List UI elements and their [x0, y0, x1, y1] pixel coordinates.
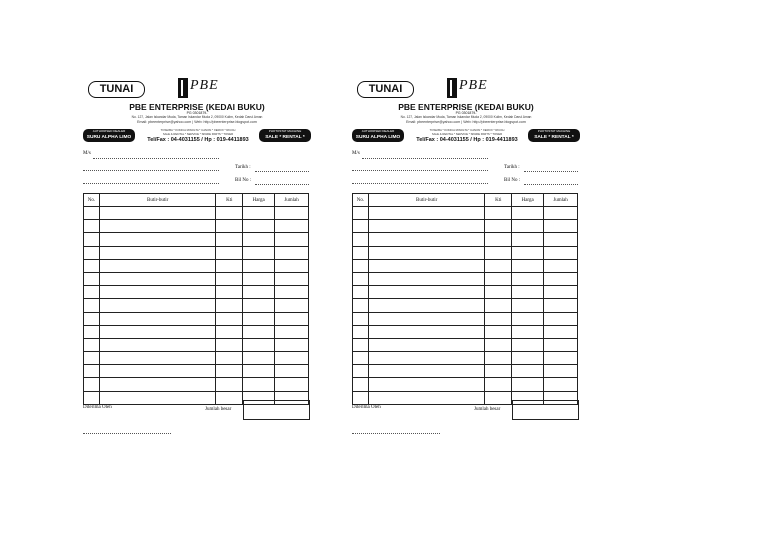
table-cell[interactable]: [216, 365, 243, 378]
table-cell[interactable]: [243, 286, 275, 299]
table-cell[interactable]: [353, 378, 369, 391]
telephone: Tel/Fax : 04-4031155 / Hp : 019-4411893: [147, 137, 249, 143]
table-cell[interactable]: [243, 312, 275, 325]
table-cell[interactable]: [353, 312, 369, 325]
table-cell[interactable]: [216, 325, 243, 338]
photostat-badge-caption: PHOTOSTAT MACHINE: [537, 129, 571, 133]
table-cell[interactable]: [544, 299, 578, 312]
table-cell[interactable]: [84, 338, 100, 351]
table-cell[interactable]: [353, 259, 369, 272]
table-row: [353, 325, 578, 338]
table-cell[interactable]: [485, 325, 512, 338]
brands-line-2: SALE & RENTAL * SERVICE * SPARE PARTS * TONER: [162, 131, 234, 136]
table-cell[interactable]: [275, 352, 309, 365]
table-cell[interactable]: [216, 233, 243, 246]
table-cell[interactable]: [544, 378, 578, 391]
table-cell[interactable]: [84, 259, 100, 272]
table-row: [84, 259, 309, 272]
table-cell[interactable]: [99, 272, 215, 285]
table-cell[interactable]: [485, 338, 512, 351]
table-row: [353, 338, 578, 351]
table-row: [84, 272, 309, 285]
table-cell[interactable]: [275, 246, 309, 259]
table-cell[interactable]: [512, 286, 544, 299]
table-cell[interactable]: [84, 352, 100, 365]
table-cell[interactable]: [275, 272, 309, 285]
table-cell[interactable]: [485, 272, 512, 285]
table-row: [84, 325, 309, 338]
table-cell[interactable]: [84, 233, 100, 246]
table-cell[interactable]: [275, 312, 309, 325]
table-row: [84, 220, 309, 233]
table-cell[interactable]: [99, 325, 215, 338]
bil-line: [255, 184, 309, 185]
table-row: [84, 378, 309, 391]
tunai-label: TUNAI: [357, 81, 414, 98]
ms-line-3: [352, 183, 488, 184]
table-cell[interactable]: [485, 207, 512, 220]
table-header: [84, 194, 309, 207]
company-email: Email: pbeenterprise@yahoo.com | Web: http://pbeenterprise.blogspot.com: [137, 120, 257, 124]
table-cell[interactable]: [243, 207, 275, 220]
logo-text: PBE: [459, 78, 488, 93]
table-row: [353, 352, 578, 365]
table-row: [353, 207, 578, 220]
dealer-badge: [83, 129, 135, 142]
table-cell[interactable]: [353, 286, 369, 299]
table-cell[interactable]: [216, 338, 243, 351]
company-email: Email: pbeenterprise@yahoo.com | Web: http://pbeenterprise.blogspot.com: [406, 120, 526, 124]
registration-number: PG 0301879-: [455, 111, 477, 115]
table-cell[interactable]: [99, 378, 215, 391]
table-cell[interactable]: [99, 365, 215, 378]
col-no: No.: [84, 194, 100, 207]
table-cell[interactable]: [275, 299, 309, 312]
table-cell[interactable]: [84, 378, 100, 391]
photostat-badge-text: SALE * RENTAL * SERVICE: [265, 135, 305, 147]
table-cell[interactable]: [512, 338, 544, 351]
table-cell[interactable]: [485, 352, 512, 365]
table-cell[interactable]: [243, 299, 275, 312]
brands-line-1: TOSHIBA * KONICA MINOLTA * CANON * XEROX * RICOH: [429, 128, 505, 132]
bil-line: [524, 184, 578, 185]
table-cell[interactable]: [485, 299, 512, 312]
table-cell[interactable]: [544, 259, 578, 272]
table-cell[interactable]: [368, 391, 484, 404]
telephone: Tel/Fax : 04-4031155 / Hp : 019-4411893: [416, 137, 518, 143]
table-cell[interactable]: [99, 220, 215, 233]
table-cell[interactable]: [275, 325, 309, 338]
table-cell[interactable]: [275, 378, 309, 391]
tarikh-label: Tarikh :: [504, 165, 520, 170]
photostat-badge: [528, 129, 580, 147]
table-cell[interactable]: [216, 207, 243, 220]
table-cell[interactable]: [353, 352, 369, 365]
table-cell[interactable]: [512, 233, 544, 246]
table-cell[interactable]: [512, 220, 544, 233]
table-cell[interactable]: [243, 220, 275, 233]
table-cell[interactable]: [544, 338, 578, 351]
table-cell[interactable]: [99, 352, 215, 365]
table-row: [84, 352, 309, 365]
table-cell[interactable]: [512, 325, 544, 338]
receipt-right: [352, 78, 580, 438]
brands-line-1: TOSHIBA * KONICA MINOLTA * CANON * XEROX * RICOH: [160, 128, 236, 132]
table-cell[interactable]: [512, 272, 544, 285]
photostat-badge-caption: PHOTOSTAT MACHINE: [268, 129, 302, 133]
table-cell[interactable]: [485, 365, 512, 378]
table-body: [353, 207, 578, 405]
table-cell[interactable]: [368, 365, 484, 378]
table-cell[interactable]: [368, 338, 484, 351]
col-jumlah: Jumlah: [275, 194, 309, 207]
dealer-badge-text: SURU ALPHA LIMO: [86, 135, 132, 140]
table-cell[interactable]: [275, 220, 309, 233]
table-cell[interactable]: [243, 259, 275, 272]
table-cell[interactable]: [368, 246, 484, 259]
ms-line: [93, 158, 219, 159]
tarikh-line: [524, 171, 578, 172]
table-cell[interactable]: [512, 259, 544, 272]
table-cell[interactable]: [368, 259, 484, 272]
table-cell[interactable]: [544, 207, 578, 220]
table-cell[interactable]: [485, 246, 512, 259]
items-table: [352, 193, 578, 405]
table-cell[interactable]: [99, 391, 215, 404]
table-cell[interactable]: [275, 286, 309, 299]
table-cell[interactable]: [216, 378, 243, 391]
table-row: [84, 312, 309, 325]
ms-line: [362, 158, 488, 159]
table-row: [353, 299, 578, 312]
table-row: [84, 246, 309, 259]
table-header: [353, 194, 578, 207]
table-cell[interactable]: [99, 246, 215, 259]
table-cell[interactable]: [275, 207, 309, 220]
photostat-badge-text: SALE * RENTAL * SERVICE: [534, 135, 574, 147]
table-row: [84, 338, 309, 351]
brands-line-2: SALE & RENTAL * SERVICE * SPARE PARTS * TONER: [431, 131, 503, 136]
table-cell[interactable]: [485, 259, 512, 272]
table-cell[interactable]: [353, 207, 369, 220]
table-cell[interactable]: [544, 352, 578, 365]
tarikh-label: Tarikh :: [235, 165, 251, 170]
table-cell[interactable]: [275, 233, 309, 246]
table-row: [353, 233, 578, 246]
table-cell[interactable]: [216, 286, 243, 299]
table-row: [353, 378, 578, 391]
col-harga: Harga: [243, 194, 275, 207]
signature-line: [83, 433, 171, 434]
table-cell[interactable]: [84, 312, 100, 325]
table-cell[interactable]: [216, 272, 243, 285]
dealer-badge-text: SURU ALPHA LIMO: [355, 135, 401, 140]
table-cell[interactable]: [512, 312, 544, 325]
table-body: [84, 207, 309, 405]
table-cell[interactable]: [485, 391, 512, 404]
table-cell[interactable]: [368, 312, 484, 325]
table-cell[interactable]: [243, 338, 275, 351]
registration-number: PG 0301879-: [186, 111, 208, 115]
table-cell[interactable]: [544, 312, 578, 325]
table-cell[interactable]: [84, 365, 100, 378]
table-cell[interactable]: [544, 246, 578, 259]
table-cell[interactable]: [216, 299, 243, 312]
table-cell[interactable]: [485, 220, 512, 233]
table-cell[interactable]: [99, 207, 215, 220]
table-cell[interactable]: [353, 272, 369, 285]
table-cell[interactable]: [368, 272, 484, 285]
col-butir: Butir-butir: [99, 194, 215, 207]
table-cell[interactable]: [99, 338, 215, 351]
diterima-label: Diterima Oleh: [352, 405, 381, 410]
ms-line-3: [83, 183, 219, 184]
dealer-badge: [352, 129, 404, 142]
table-cell[interactable]: [544, 272, 578, 285]
table-cell[interactable]: [243, 378, 275, 391]
table-cell[interactable]: [353, 233, 369, 246]
table-row: [353, 312, 578, 325]
pbe-logo: [178, 78, 222, 100]
items-table: [83, 193, 309, 405]
tunai-label: TUNAI: [88, 81, 145, 98]
table-cell[interactable]: [512, 378, 544, 391]
table-cell[interactable]: [99, 312, 215, 325]
company-name: PBE ENTERPRISE (KEDAI BUKU): [129, 102, 265, 112]
table-cell[interactable]: [353, 246, 369, 259]
receipt-left: [83, 78, 311, 438]
table-cell[interactable]: [84, 391, 100, 404]
company-name: PBE ENTERPRISE (KEDAI BUKU): [398, 102, 534, 112]
table-cell[interactable]: [353, 220, 369, 233]
table-cell[interactable]: [368, 299, 484, 312]
table-cell[interactable]: [99, 259, 215, 272]
dealer-badge-caption: AUTHORISED DEALER: [361, 129, 395, 133]
table-row: [353, 246, 578, 259]
ms-line-2: [83, 170, 219, 171]
company-address: No. 127, Jalan Iskandar Muda, Taman Iskandar Muda 2, 09000 Kulim, Kedah Darul Aman: [400, 115, 532, 119]
table-cell[interactable]: [368, 233, 484, 246]
table-cell[interactable]: [216, 352, 243, 365]
photostat-badge: [259, 129, 311, 147]
table-cell[interactable]: [216, 246, 243, 259]
jumlah-besar-box[interactable]: [512, 400, 579, 420]
table-cell[interactable]: [216, 312, 243, 325]
table-cell[interactable]: [485, 286, 512, 299]
table-cell[interactable]: [275, 259, 309, 272]
table-cell[interactable]: [353, 325, 369, 338]
dealer-badge-caption: AUTHORISED DEALER: [92, 129, 126, 133]
jumlah-besar-label: Jumlah besar: [205, 407, 232, 412]
ms-line-2: [352, 170, 488, 171]
table-cell[interactable]: [243, 325, 275, 338]
table-cell[interactable]: [368, 325, 484, 338]
tarikh-line: [255, 171, 309, 172]
table-cell[interactable]: [243, 246, 275, 259]
table-cell[interactable]: [512, 365, 544, 378]
table-cell[interactable]: [353, 299, 369, 312]
table-cell[interactable]: [485, 378, 512, 391]
table-cell[interactable]: [544, 365, 578, 378]
table-cell[interactable]: [99, 286, 215, 299]
jumlah-besar-label: Jumlah besar: [474, 407, 501, 412]
table-cell[interactable]: [84, 286, 100, 299]
table-cell[interactable]: [353, 338, 369, 351]
table-cell[interactable]: [84, 325, 100, 338]
brands-list: [408, 129, 526, 136]
bil-label: Bil No :: [235, 178, 252, 183]
table-cell[interactable]: [243, 233, 275, 246]
table-cell[interactable]: [84, 299, 100, 312]
table-cell[interactable]: [243, 272, 275, 285]
table-cell[interactable]: [99, 299, 215, 312]
table-cell[interactable]: [368, 286, 484, 299]
table-row: [353, 272, 578, 285]
table-cell[interactable]: [512, 352, 544, 365]
table-cell[interactable]: [243, 365, 275, 378]
col-kti: Kti: [216, 194, 243, 207]
table-cell[interactable]: [368, 220, 484, 233]
table-cell[interactable]: [275, 338, 309, 351]
table-cell[interactable]: [84, 246, 100, 259]
diterima-label: Diterima Oleh: [83, 405, 112, 410]
table-cell[interactable]: [485, 312, 512, 325]
company-address: No. 127, Jalan Iskandar Muda, Taman Iskandar Muda 2, 09000 Kulim, Kedah Darul Aman: [131, 115, 263, 119]
table-row: [84, 286, 309, 299]
ms-label: M/s: [83, 151, 91, 156]
table-cell[interactable]: [544, 233, 578, 246]
table-cell[interactable]: [353, 365, 369, 378]
table-cell[interactable]: [512, 207, 544, 220]
books-icon: [178, 78, 188, 98]
col-no: No.: [353, 194, 369, 207]
table-cell[interactable]: [243, 352, 275, 365]
col-butir: Butir-butir: [368, 194, 484, 207]
ms-label: M/s: [352, 151, 360, 156]
table-row: [84, 233, 309, 246]
table-cell[interactable]: [216, 220, 243, 233]
brands-list: [139, 129, 257, 136]
table-row: [84, 207, 309, 220]
table-cell[interactable]: [544, 325, 578, 338]
table-row: [353, 365, 578, 378]
table-cell[interactable]: [512, 246, 544, 259]
col-harga: Harga: [512, 194, 544, 207]
table-cell[interactable]: [84, 220, 100, 233]
table-cell[interactable]: [275, 365, 309, 378]
table-cell[interactable]: [84, 207, 100, 220]
bil-label: Bil No :: [504, 178, 521, 183]
jumlah-besar-box[interactable]: [243, 400, 310, 420]
table-cell[interactable]: [368, 207, 484, 220]
table-row: [353, 286, 578, 299]
table-cell[interactable]: [216, 259, 243, 272]
table-row: [84, 299, 309, 312]
logo-text: PBE: [190, 78, 219, 93]
table-row: [353, 220, 578, 233]
table-cell[interactable]: [544, 286, 578, 299]
table-cell[interactable]: [353, 391, 369, 404]
pbe-logo: [447, 78, 491, 100]
col-kti: Kti: [485, 194, 512, 207]
table-cell[interactable]: [544, 220, 578, 233]
table-row: [353, 259, 578, 272]
table-row: [84, 365, 309, 378]
table-cell[interactable]: [485, 233, 512, 246]
table-cell[interactable]: [216, 391, 243, 404]
table-cell[interactable]: [368, 352, 484, 365]
table-cell[interactable]: [368, 378, 484, 391]
col-jumlah: Jumlah: [544, 194, 578, 207]
books-icon: [447, 78, 457, 98]
signature-line: [352, 433, 440, 434]
table-cell[interactable]: [512, 299, 544, 312]
table-cell[interactable]: [99, 233, 215, 246]
table-cell[interactable]: [84, 272, 100, 285]
